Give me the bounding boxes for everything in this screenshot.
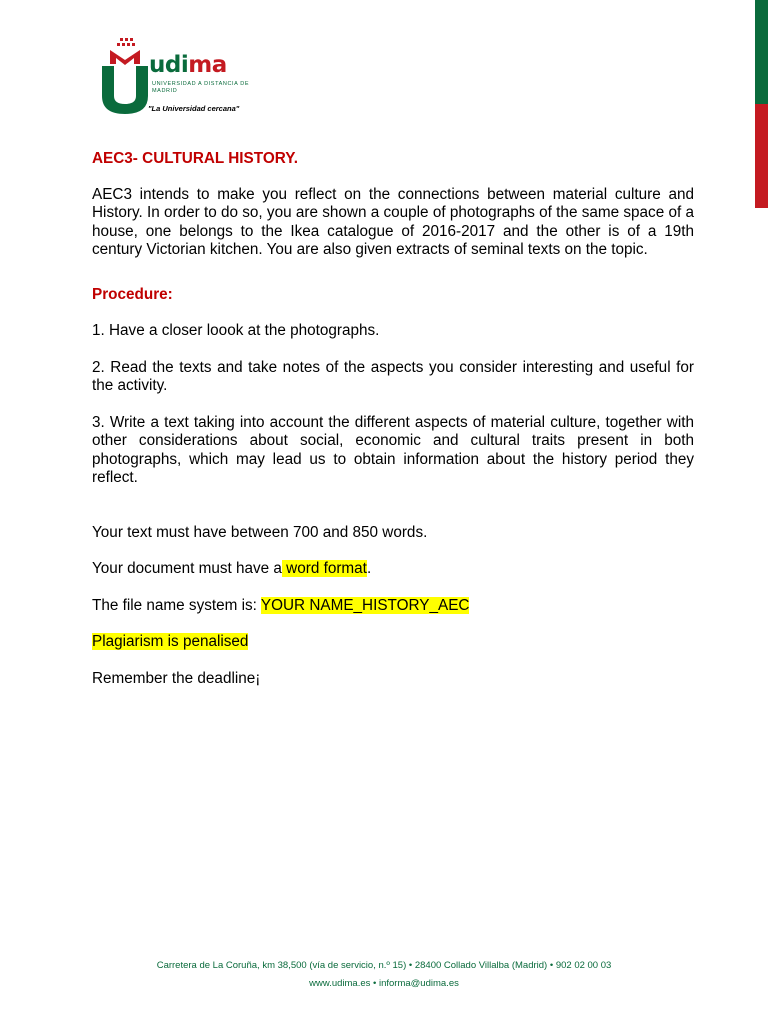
step-2: 2. Read the texts and take notes of the aspects you consider interesting and useful for the activity. <box>92 358 694 394</box>
logo-wordmark: udima <box>149 52 227 78</box>
edge-stripe-green <box>755 0 768 104</box>
format-requirement <box>92 560 694 579</box>
intro-paragraph: AEC3 intends to make you reflect on the connections between material culture and History. In order to do so, you are shown a couple of photographs of the same space of a house, one belongs to the Ikea catalogue of 2016-2017 and the other is of a 19th century Victorian kitchen. You are also given extracts of seminal texts on the topic. <box>92 185 694 258</box>
step-3: 3. Write a text taking into account the different aspects of material culture, together with other considerations about social, economic and cultural traits present in both photographs, which may lead us to obtain information about the history period they reflect. <box>92 413 694 486</box>
logo-tagline: "La Universidad cercana" <box>148 104 240 113</box>
file-name-requirement <box>92 597 694 616</box>
edge-stripe-red <box>755 104 768 208</box>
format-highlight: word format <box>281 560 367 577</box>
word-count-requirement: Your text must have between 700 and 850 words. <box>92 523 428 541</box>
document-body <box>92 150 694 688</box>
edge-color-stripe <box>755 0 768 208</box>
format-prefix: Your document must have a <box>92 560 282 577</box>
footer-contact: www.udima.es • informa@udima.es <box>309 978 459 989</box>
step-1: 1. Have a closer loook at the photographs. <box>92 322 380 339</box>
plagiarism-highlight: Plagiarism is penalised <box>92 633 249 650</box>
procedure-heading: Procedure: <box>92 285 173 303</box>
logo-subtitle: UNIVERSIDAD A DISTANCIA DE MADRID <box>152 81 250 94</box>
deadline-reminder: Remember the deadline¡ <box>92 669 261 687</box>
format-suffix: . <box>366 560 372 577</box>
file-name-highlight: YOUR NAME_HISTORY_AEC <box>260 596 470 614</box>
footer-address: Carretera de La Coruña, km 38,500 (vía de servicio, n.º 15) • 28400 Collado Villalba (Madrid) • 902 02 00 03 <box>156 960 612 971</box>
plagiarism-note <box>92 633 694 652</box>
mu-emblem-icon <box>100 36 150 116</box>
document-title: AEC3- CULTURAL HISTORY. <box>92 150 298 167</box>
file-name-prefix: The file name system is: <box>92 596 261 614</box>
udima-logo <box>100 36 260 122</box>
